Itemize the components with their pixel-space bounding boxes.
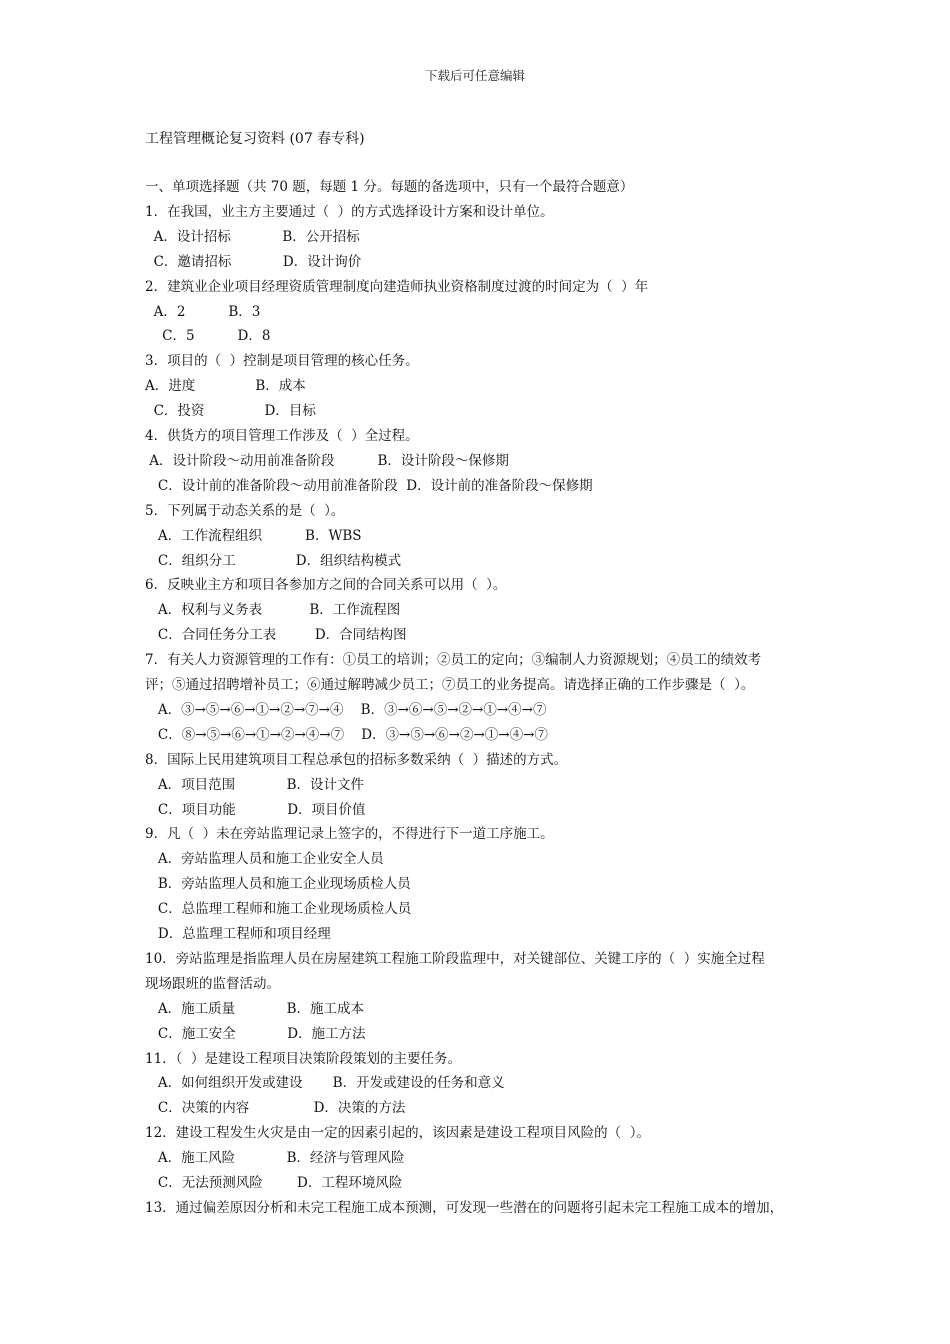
text-line: A．2 B．3 [145, 303, 261, 320]
text-line: A．旁站监理人员和施工企业安全人员 [145, 851, 384, 868]
page-header: 下载后可任意编辑 [424, 68, 525, 83]
text-line: 1．在我国，业主方主要通过（ ）的方式选择设计方案和设计单位。 [145, 203, 554, 220]
text-line: 10．旁站监理是指监理人员在房屋建筑工程施工阶段监理中，对关键部位、关键工序的（ ）实施全过程 [145, 950, 765, 967]
text-line: A．工作流程组织 B．WBS [145, 527, 362, 544]
text-line: 9．凡（ ）未在旁站监理记录上签字的，不得进行下一道工序施工。 [145, 826, 554, 843]
text-line: 一、单项选择题（共 70 题，每题 1 分。每题的备选项中，只有一个最符合题意） [145, 179, 634, 195]
text-line: C．组织分工 D．组织结构模式 [145, 552, 402, 569]
text-line: C．合同任务分工表 D．合同结构图 [145, 627, 407, 644]
text-line: 4．供货方的项目管理工作涉及（ ）全过程。 [145, 428, 419, 444]
text-line: A．进度 B．成本 [145, 378, 306, 395]
text-line: 2．建筑业企业项目经理资质管理制度向建造师执业资格制度过渡的时间定为（ ）年 [145, 278, 649, 295]
text-line: 6．反映业主方和项目各参加方之间的合同关系可以用（ ）。 [145, 577, 507, 594]
text-line: A．施工风险 B．经济与管理风险 [145, 1150, 405, 1167]
text-line: C．总监理工程师和施工企业现场质检人员 [145, 901, 412, 918]
document-title: 工程管理概论复习资料 (07 春专科) [145, 131, 365, 147]
text-line: B．旁站监理人员和施工企业现场质检人员 [145, 876, 411, 893]
text-line: 5．下列属于动态关系的是（ ）。 [145, 502, 345, 519]
text-line: A．施工质量 B．施工成本 [145, 1000, 365, 1017]
text-line: C．投资 D．目标 [145, 403, 316, 420]
text-line: A．项目范围 B．设计文件 [145, 776, 365, 793]
text-line: 13．通过偏差原因分析和未完工程施工成本预测，可发现一些潜在的问题将引起未完工程施工成本的增加， [145, 1199, 784, 1216]
text-line: A．③→⑤→⑥→①→②→⑦→④ B．③→⑥→⑤→②→①→④→⑦ [145, 701, 547, 718]
text-line: C．决策的内容 D．决策的方法 [145, 1100, 406, 1117]
text-line: 7．有关人力资源管理的工作有：①员工的培训；②员工的定向；③编制人力资源规划；④员工的绩效考 [145, 652, 762, 669]
text-line: 3．项目的（ ）控制是项目管理的核心任务。 [145, 353, 419, 370]
text-line: 11．（ ）是建设工程项目决策阶段策划的主要任务。 [145, 1050, 462, 1067]
text-line: 评；⑤通过招聘增补员工；⑥通过解聘减少员工；⑦员工的业务提高。请选择正确的工作步骤是（ ）。 [145, 677, 755, 693]
text-line: A．权利与义务表 B．工作流程图 [145, 602, 401, 619]
text-line: 8．国际上民用建筑项目工程总承包的招标多数采纳（ ）描述的方式。 [145, 751, 568, 768]
text-line: C．设计前的准备阶段～动用前准备阶段 D．设计前的准备阶段～保修期 [145, 477, 593, 494]
text-line: A．设计阶段～动用前准备阶段 B．设计阶段～保修期 [145, 452, 509, 469]
text-line: C．⑧→⑤→⑥→①→②→④→⑦ D．③→⑤→⑥→②→①→④→⑦ [145, 726, 548, 743]
text-line: A．设计招标 B．公开招标 [145, 228, 360, 245]
text-line: C．邀请招标 D．设计询价 [145, 253, 362, 270]
text-line: D．总监理工程师和项目经理 [145, 926, 331, 942]
text-line: C．项目功能 D．项目价值 [145, 801, 366, 818]
text-line: A．如何组织开发或建设 B．开发或建设的任务和意义 [145, 1075, 505, 1092]
text-line: C．5 D．8 [145, 328, 271, 345]
text-line: 现场跟班的监督活动。 [145, 975, 280, 992]
text-line: C．施工安全 D．施工方法 [145, 1025, 366, 1042]
text-line: 12．建设工程发生火灾是由一定的因素引起的，该因素是建设工程项目风险的（ ）。 [145, 1125, 651, 1142]
text-line: C．无法预测风险 D．工程环境风险 [145, 1175, 403, 1191]
